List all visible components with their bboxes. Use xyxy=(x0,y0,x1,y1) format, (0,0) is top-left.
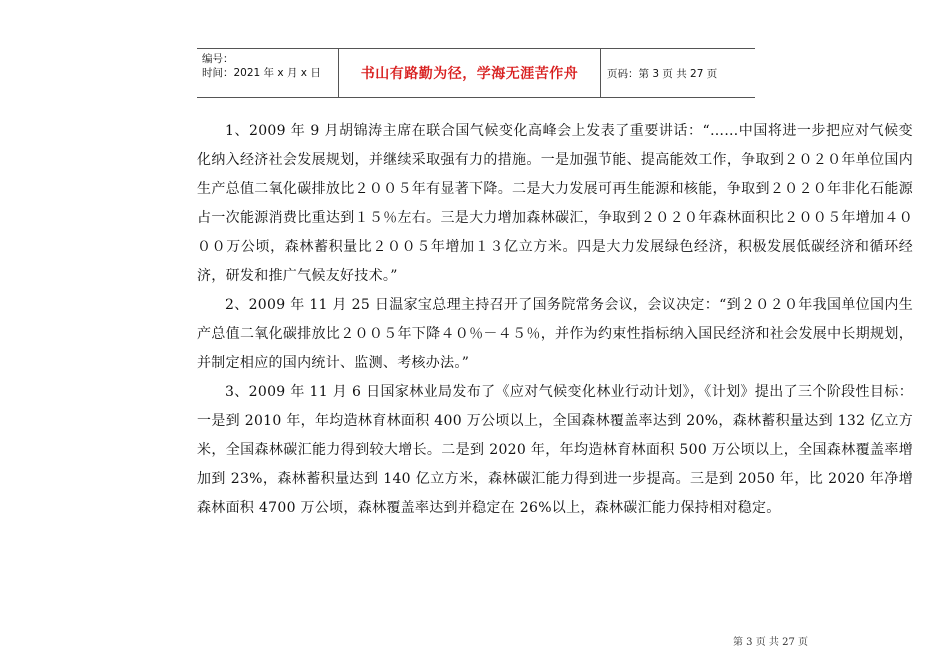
document-body xyxy=(197,117,913,523)
serial-number-label: 编号： xyxy=(202,53,234,65)
header-page-code: 页码：第 3 页 共 27 页 xyxy=(607,67,718,80)
paragraph-3: 3、2009 年 11 月 6 日国家林业局发布了《应对气候变化林业行动计划》，《计划》提出了三个阶段性目标：一是到 2010 年，年均造林育林面积 400 万公顷以上，全国森林覆盖率达到 20%，森林蓄积量达到 132 亿立方米，全国森林碳汇能力得到较大增长。二是到 2020 年，年均造林育林面积 500 万公顷以上，全国森林覆盖率增加到 23%，森林蓄积量达到 140 亿立方米，森林碳汇能力得到进一步提高。三是到 2050 年，比 2020 年净增森林面积 4700 万公顷，森林覆盖率达到并稳定在 26%以上，森林碳汇能力保持相对稳定。 xyxy=(197,384,913,516)
paragraph-2: 2、2009 年 11 月 25 日温家宝总理主持召开了国务院常务会议，会议决定：“到２０２０年我国单位国内生产总值二氧化碳排放比２００５年下降４０％－４５％，并作为约束性指标纳入国民经济和社会发展中长期规划，并制定相应的国内统计、监测、考核办法。” xyxy=(197,297,913,371)
paragraph-1: 1、2009 年 9 月胡锦涛主席在联合国气候变化高峰会上发表了重要讲话：“……中国将进一步把应对气候变化纳入经济社会发展规划，并继续采取强有力的措施。一是加强节能、提高能效工作，争取到２０２０年单位国内生产总值二氧化碳排放比２００５年有显著下降。二是大力发展可再生能源和核能，争取到２０２０年非化石能源占一次能源消费比重达到１５％左右。三是大力增加森林碳汇，争取到２０２０年森林面积比２００５年增加４０００万公顷，森林蓄积量比２００５年增加１３亿立方米。四是大力发展绿色经济，积极发展低碳经济和循环经济，研发和推广气候友好技术。” xyxy=(197,123,913,284)
header-motto: 书山有路勤为径，学海无涯苦作舟 xyxy=(339,49,601,97)
page-footer: 第 3 页 共 27 页 xyxy=(733,637,808,648)
header-meta xyxy=(197,49,339,97)
page-header xyxy=(197,48,755,98)
date-line: 时间：2021 年 x 月 x 日 xyxy=(202,67,321,79)
